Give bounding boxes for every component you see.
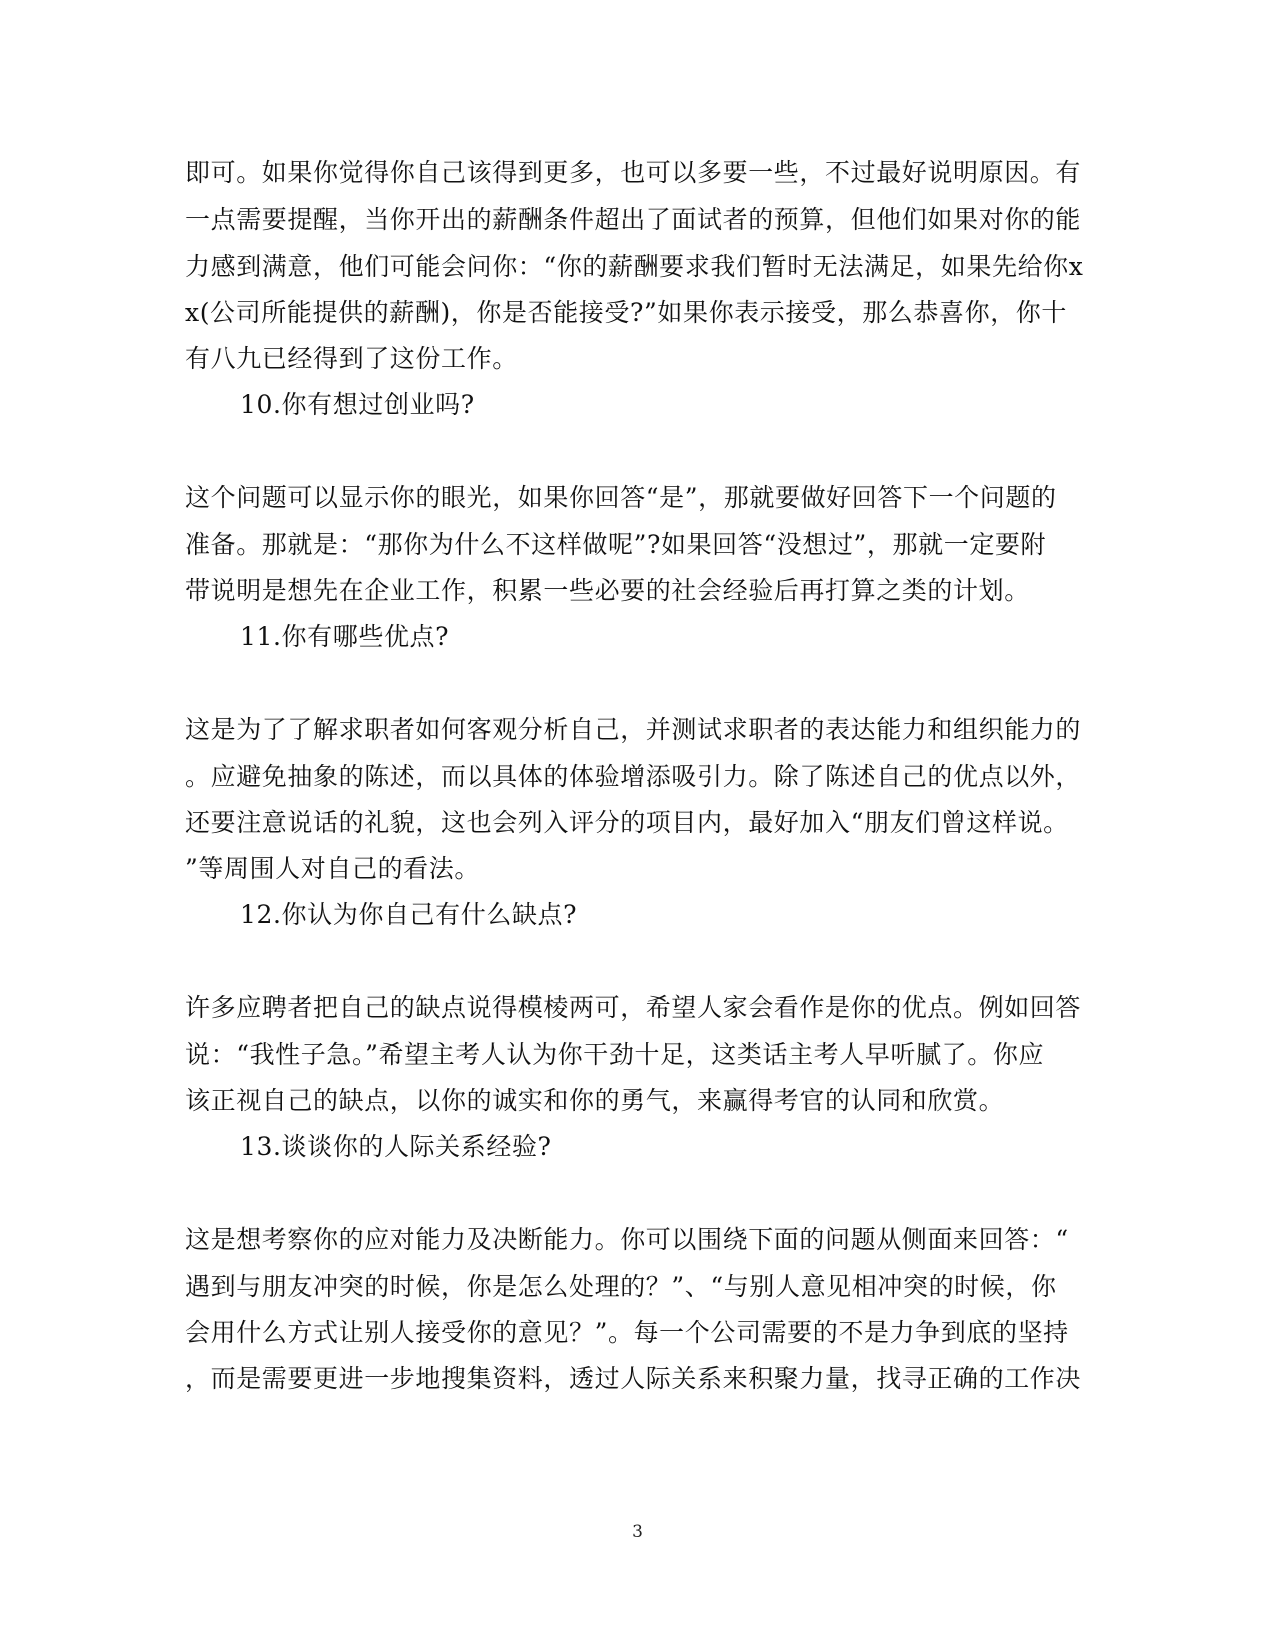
paragraph-line: 一点需要提醒，当你开出的薪酬条件超出了面试者的预算，但他们如果对你的能	[185, 205, 1082, 234]
paragraph-line: ”等周围人对自己的看法。	[185, 854, 480, 883]
paragraph-line: 准备。那就是：“那你为什么不这样做呢”?如果回答“没想过”，那就一定要附	[185, 530, 1047, 559]
page-number: 3	[632, 1522, 643, 1542]
paragraph-line: ，而是需要更进一步地搜集资料，透过人际关系来积聚力量，找寻正确的工作决	[185, 1364, 1082, 1393]
question-heading: 10.你有想过创业吗?	[240, 390, 475, 419]
paragraph-line: 这是为了了解求职者如何客观分析自己，并测试求职者的表达能力和组织能力的	[185, 715, 1082, 744]
paragraph-line: 。应避免抽象的陈述，而以具体的体验增添吸引力。除了陈述自己的优点以外，	[185, 762, 1082, 791]
paragraph-line: x(公司所能提供的薪酬)，你是否能接受?”如果你表示接受，那么恭喜你，你十	[185, 298, 1067, 327]
paragraph-line: 会用什么方式让别人接受你的意见？”。每一个公司需要的不是力争到底的坚持	[185, 1318, 1069, 1347]
paragraph-line: 这是想考察你的应对能力及决断能力。你可以围绕下面的问题从侧面来回答：“	[185, 1225, 1069, 1254]
paragraph-line: 有八九已经得到了这份工作。	[185, 344, 518, 373]
question-heading: 13.谈谈你的人际关系经验?	[240, 1132, 552, 1161]
question-heading: 11.你有哪些优点?	[240, 622, 450, 651]
paragraph-line: 即可。如果你觉得你自己该得到更多，也可以多要一些，不过最好说明原因。有	[185, 158, 1082, 187]
paragraph-line: 这个问题可以显示你的眼光，如果你回答“是”，那就要做好回答下一个问题的	[185, 483, 1057, 512]
paragraph-line: 说：“我性子急。”希望主考人认为你干劲十足，这类话主考人早听腻了。你应	[185, 1040, 1045, 1069]
paragraph-line: 许多应聘者把自己的缺点说得模棱两可，希望人家会看作是你的优点。例如回答	[185, 993, 1082, 1022]
question-heading: 12.你认为你自己有什么缺点?	[240, 900, 578, 929]
paragraph-line: 带说明是想先在企业工作，积累一些必要的社会经验后再打算之类的计划。	[185, 576, 1030, 605]
paragraph-line: 遇到与朋友冲突的时候，你是怎么处理的？”、“与别人意见相冲突的时候，你	[185, 1272, 1057, 1301]
paragraph-line: 力感到满意，他们可能会问你：“你的薪酬要求我们暂时无法满足，如果先给你x	[185, 252, 1084, 281]
paragraph-line: 该正视自己的缺点，以你的诚实和你的勇气，来赢得考官的认同和欣赏。	[185, 1086, 1005, 1115]
paragraph-line: 还要注意说话的礼貌，这也会列入评分的项目内，最好加入“朋友们曾这样说。	[185, 808, 1069, 837]
